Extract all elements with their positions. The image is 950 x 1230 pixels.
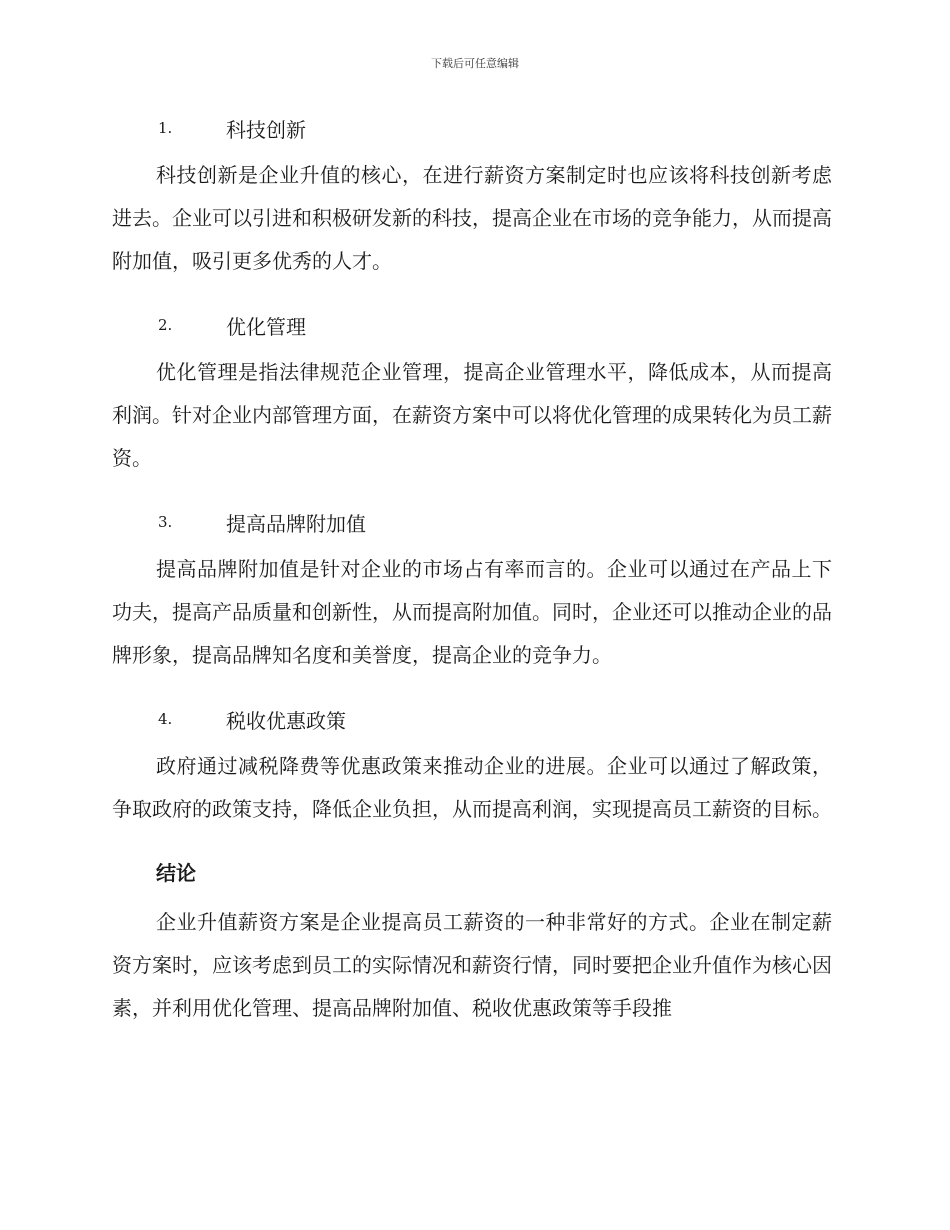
list-item-number: 4. (158, 710, 173, 728)
paragraph-4: 政府通过减税降费等优惠政策来推动企业的进展。企业可以通过了解政策，争取政府的政策支持，降低企业负担，从而提高利润，实现提高员工薪资的目标。 (112, 754, 832, 821)
conclusion-heading: 结论 (156, 861, 196, 885)
list-item-heading-3 (112, 502, 832, 542)
paragraph-3: 提高品牌附加值是针对企业的市场占有率而言的。企业可以通过在产品上下功夫，提高产品质量和创新性，从而提高附加值。同时，企业还可以推动企业的品牌形象，提高品牌知名度和美誉度，提高企业的竞争力。 (112, 557, 832, 667)
list-item-title: 税收优惠政策 (226, 708, 346, 733)
list-item-title: 优化管理 (226, 314, 306, 339)
conclusion-paragraph: 企业升值薪资方案是企业提高员工薪资的一种非常好的方式。企业在制定薪资方案时，应该考虑到员工的实际情况和薪资行情，同时要把企业升值作为核心因素，并利用优化管理、提高品牌附加值、税收优惠政策等手段推 (112, 910, 832, 1020)
list-item-number: 3. (158, 513, 173, 531)
list-item-heading-2 (112, 305, 832, 345)
list-item-title: 科技创新 (226, 117, 306, 142)
list-item-heading-4 (112, 699, 832, 739)
list-item-number: 2. (158, 316, 173, 334)
paragraph-1: 科技创新是企业升值的核心，在进行薪资方案制定时也应该将科技创新考虑进去。企业可以引进和积极研发新的科技，提高企业在市场的竞争能力，从而提高附加值，吸引更多优秀的人才。 (112, 163, 832, 273)
page-header: 下载后可任意编辑 (431, 57, 519, 70)
list-item-heading-1 (112, 108, 832, 148)
paragraph-2: 优化管理是指法律规范企业管理，提高企业管理水平，降低成本，从而提高利润。针对企业内部管理方面，在薪资方案中可以将优化管理的成果转化为员工薪资。 (112, 360, 832, 470)
list-item-title: 提高品牌附加值 (226, 511, 366, 536)
document-body (112, 108, 832, 1052)
list-item-number: 1. (158, 119, 173, 137)
